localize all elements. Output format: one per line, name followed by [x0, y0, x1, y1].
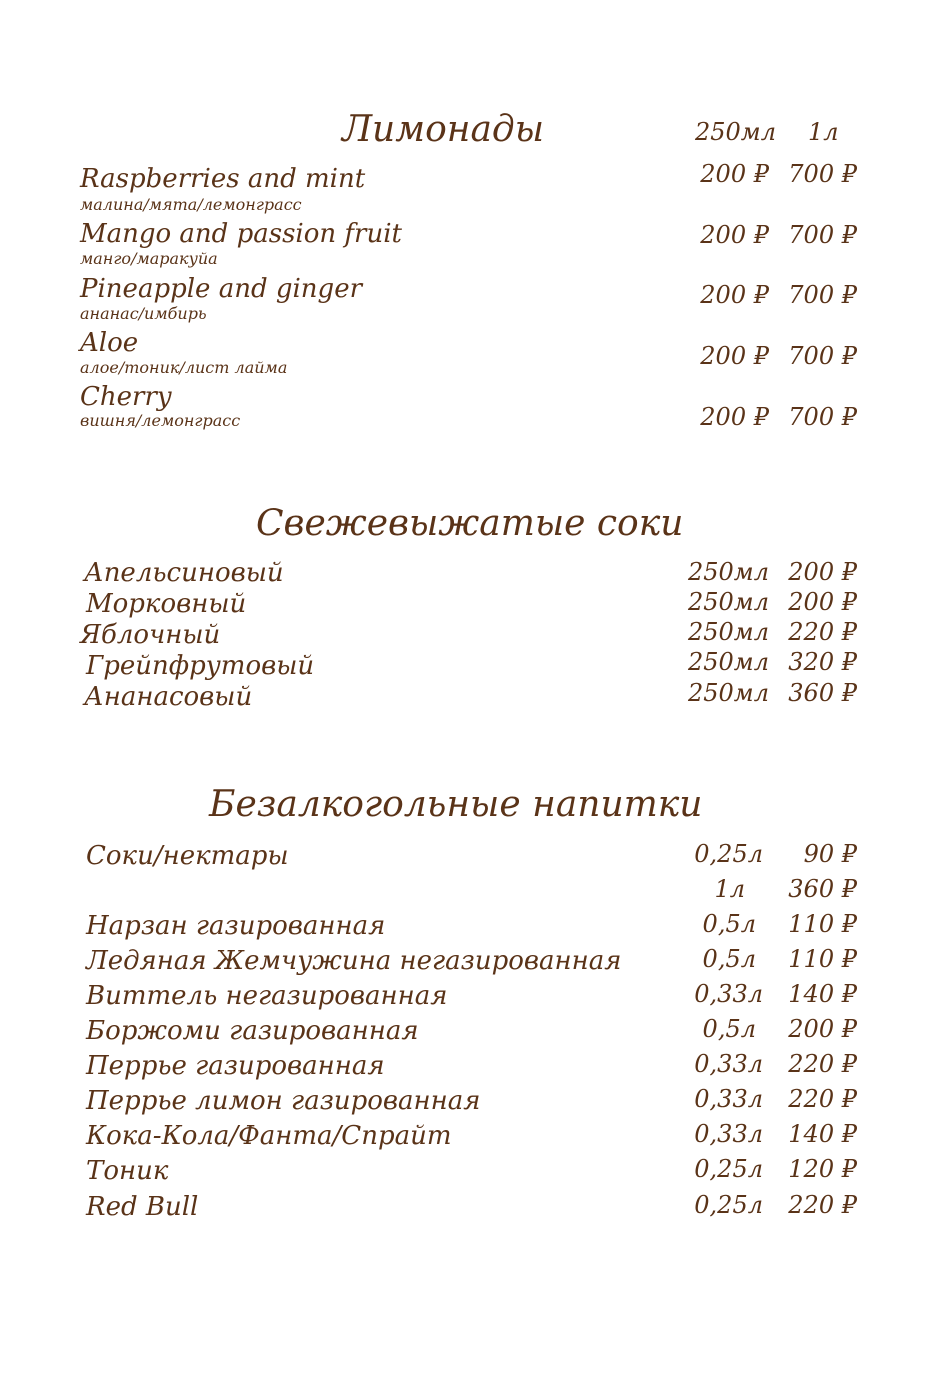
item-name: Ананасовый — [84, 682, 253, 712]
item-volume: 250мл — [688, 558, 769, 586]
item-volume: 250мл — [688, 588, 769, 616]
item-volume: 0,33л — [694, 1050, 763, 1078]
item-volume: 0,25л — [694, 1155, 763, 1183]
item-price-small: 200 ₽ — [700, 281, 769, 309]
item-price: 220 ₽ — [788, 1050, 857, 1078]
item-name: Грейпфрутовый — [86, 651, 315, 681]
item-price: 90 ₽ — [803, 840, 857, 868]
item-price-small: 200 ₽ — [700, 403, 769, 431]
item-name: Морковный — [86, 589, 247, 619]
item-name: Pineapple and ginger — [80, 274, 363, 304]
lemonades-col-small: 250мл — [695, 118, 776, 146]
item-volume: 0,33л — [694, 1120, 763, 1148]
item-volume: 0,25л — [694, 840, 763, 868]
item-description: манго/маракуйа — [80, 249, 218, 268]
item-price: 120 ₽ — [788, 1155, 857, 1183]
lemonades-col-large: 1л — [808, 118, 839, 146]
soft-drinks-title: Безалкогольные напитки — [209, 784, 703, 825]
item-price: 140 ₽ — [788, 1120, 857, 1148]
item-name: Перрье газированная — [86, 1051, 385, 1081]
item-volume: 0,5л — [702, 1015, 756, 1043]
item-name: Виттель негазированная — [86, 981, 448, 1011]
item-price-large: 700 ₽ — [788, 221, 857, 249]
item-price-large: 700 ₽ — [788, 281, 857, 309]
item-price: 200 ₽ — [788, 1015, 857, 1043]
item-description: ананас/имбирь — [80, 304, 207, 323]
item-volume: 250мл — [688, 648, 769, 676]
item-volume: 0,5л — [702, 910, 756, 938]
item-volume: 0,33л — [694, 1085, 763, 1113]
item-volume: 250мл — [688, 618, 769, 646]
item-volume: 0,33л — [694, 980, 763, 1008]
item-name: Ледяная Жемчужина негазированная — [86, 946, 622, 976]
item-price: 220 ₽ — [788, 1191, 857, 1219]
item-description: малина/мята/лемонграсс — [80, 195, 302, 214]
item-price-small: 200 ₽ — [700, 160, 769, 188]
item-price: 320 ₽ — [788, 648, 857, 676]
item-price-large: 700 ₽ — [788, 403, 857, 431]
item-name: Перрье лимон газированная — [86, 1086, 481, 1116]
item-name: Mango and passion fruit — [80, 219, 402, 249]
item-price: 360 ₽ — [788, 875, 857, 903]
item-price: 220 ₽ — [788, 618, 857, 646]
item-price-large: 700 ₽ — [788, 342, 857, 370]
item-volume: 0,5л — [702, 945, 756, 973]
item-price: 220 ₽ — [788, 1085, 857, 1113]
item-price: 200 ₽ — [788, 588, 857, 616]
item-name: Aloe — [80, 328, 139, 358]
item-name: Red Bull — [86, 1192, 199, 1222]
item-price: 110 ₽ — [788, 945, 857, 973]
item-volume: 250мл — [688, 679, 769, 707]
item-price: 140 ₽ — [788, 980, 857, 1008]
item-name: Нарзан газированная — [86, 911, 386, 941]
item-price-small: 200 ₽ — [700, 342, 769, 370]
item-price-large: 700 ₽ — [788, 160, 857, 188]
item-description: алое/тоник/лист лайма — [80, 358, 288, 377]
lemonades-title: Лимонады — [342, 109, 545, 150]
item-name: Кока-Кола/Фанта/Спрайт — [86, 1121, 452, 1151]
item-name: Апельсиновый — [84, 558, 284, 588]
item-name: Raspberries and mint — [80, 164, 366, 194]
item-name: Тоник — [86, 1156, 169, 1186]
item-volume: 0,25л — [694, 1191, 763, 1219]
item-description: вишня/лемонграсс — [80, 411, 241, 430]
item-price: 360 ₽ — [788, 679, 857, 707]
item-volume: 1л — [714, 875, 745, 903]
item-name: Соки/нектары — [86, 841, 289, 871]
item-price: 200 ₽ — [788, 558, 857, 586]
item-name: Яблочный — [80, 620, 221, 650]
juices-title: Свежевыжатые соки — [256, 503, 684, 544]
item-price: 110 ₽ — [788, 910, 857, 938]
item-name: Боржоми газированная — [86, 1016, 419, 1046]
item-price-small: 200 ₽ — [700, 221, 769, 249]
item-name: Cherry — [80, 382, 172, 412]
